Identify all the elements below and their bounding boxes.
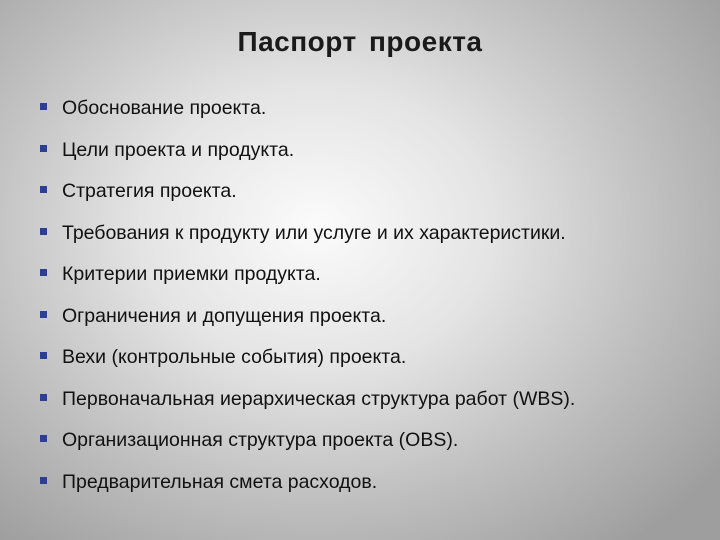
bullet-text: Стратегия проекта. (62, 180, 237, 203)
square-bullet-icon (40, 228, 47, 235)
list-item (40, 296, 710, 338)
list-item (40, 213, 710, 255)
bullet-text: Цели проекта и продукта. (62, 138, 295, 161)
bullet-text: Вехи (контрольные события) проекта. (62, 346, 407, 369)
bullet-text: Организационная структура проекта (OBS). (62, 429, 459, 452)
bullet-text: Критерии приемки продукта. (62, 263, 321, 286)
list-item (40, 337, 710, 379)
bullet-text: Первоначальная иерархическая структура работ (WBS). (62, 387, 576, 410)
square-bullet-icon (40, 311, 47, 318)
square-bullet-icon (40, 352, 47, 359)
bullet-text: Предварительная смета расходов. (62, 470, 378, 493)
list-item (40, 88, 710, 130)
list-item (40, 379, 710, 421)
square-bullet-icon (40, 103, 47, 110)
bullet-text: Требования к продукту или услуге и их характеристики. (62, 221, 566, 244)
square-bullet-icon (40, 269, 47, 276)
bullet-text: Обоснование проекта. (62, 97, 267, 120)
square-bullet-icon (40, 394, 47, 401)
bullet-text: Ограничения и допущения проекта. (62, 304, 387, 327)
list-item (40, 171, 710, 213)
bullet-list (40, 88, 710, 503)
list-item (40, 462, 710, 504)
square-bullet-icon (40, 186, 47, 193)
list-item (40, 254, 710, 296)
square-bullet-icon (40, 435, 47, 442)
slide-title: Паспорт проекта (237, 26, 483, 57)
square-bullet-icon (40, 145, 47, 152)
list-item (40, 420, 710, 462)
list-item (40, 130, 710, 172)
square-bullet-icon (40, 477, 47, 484)
